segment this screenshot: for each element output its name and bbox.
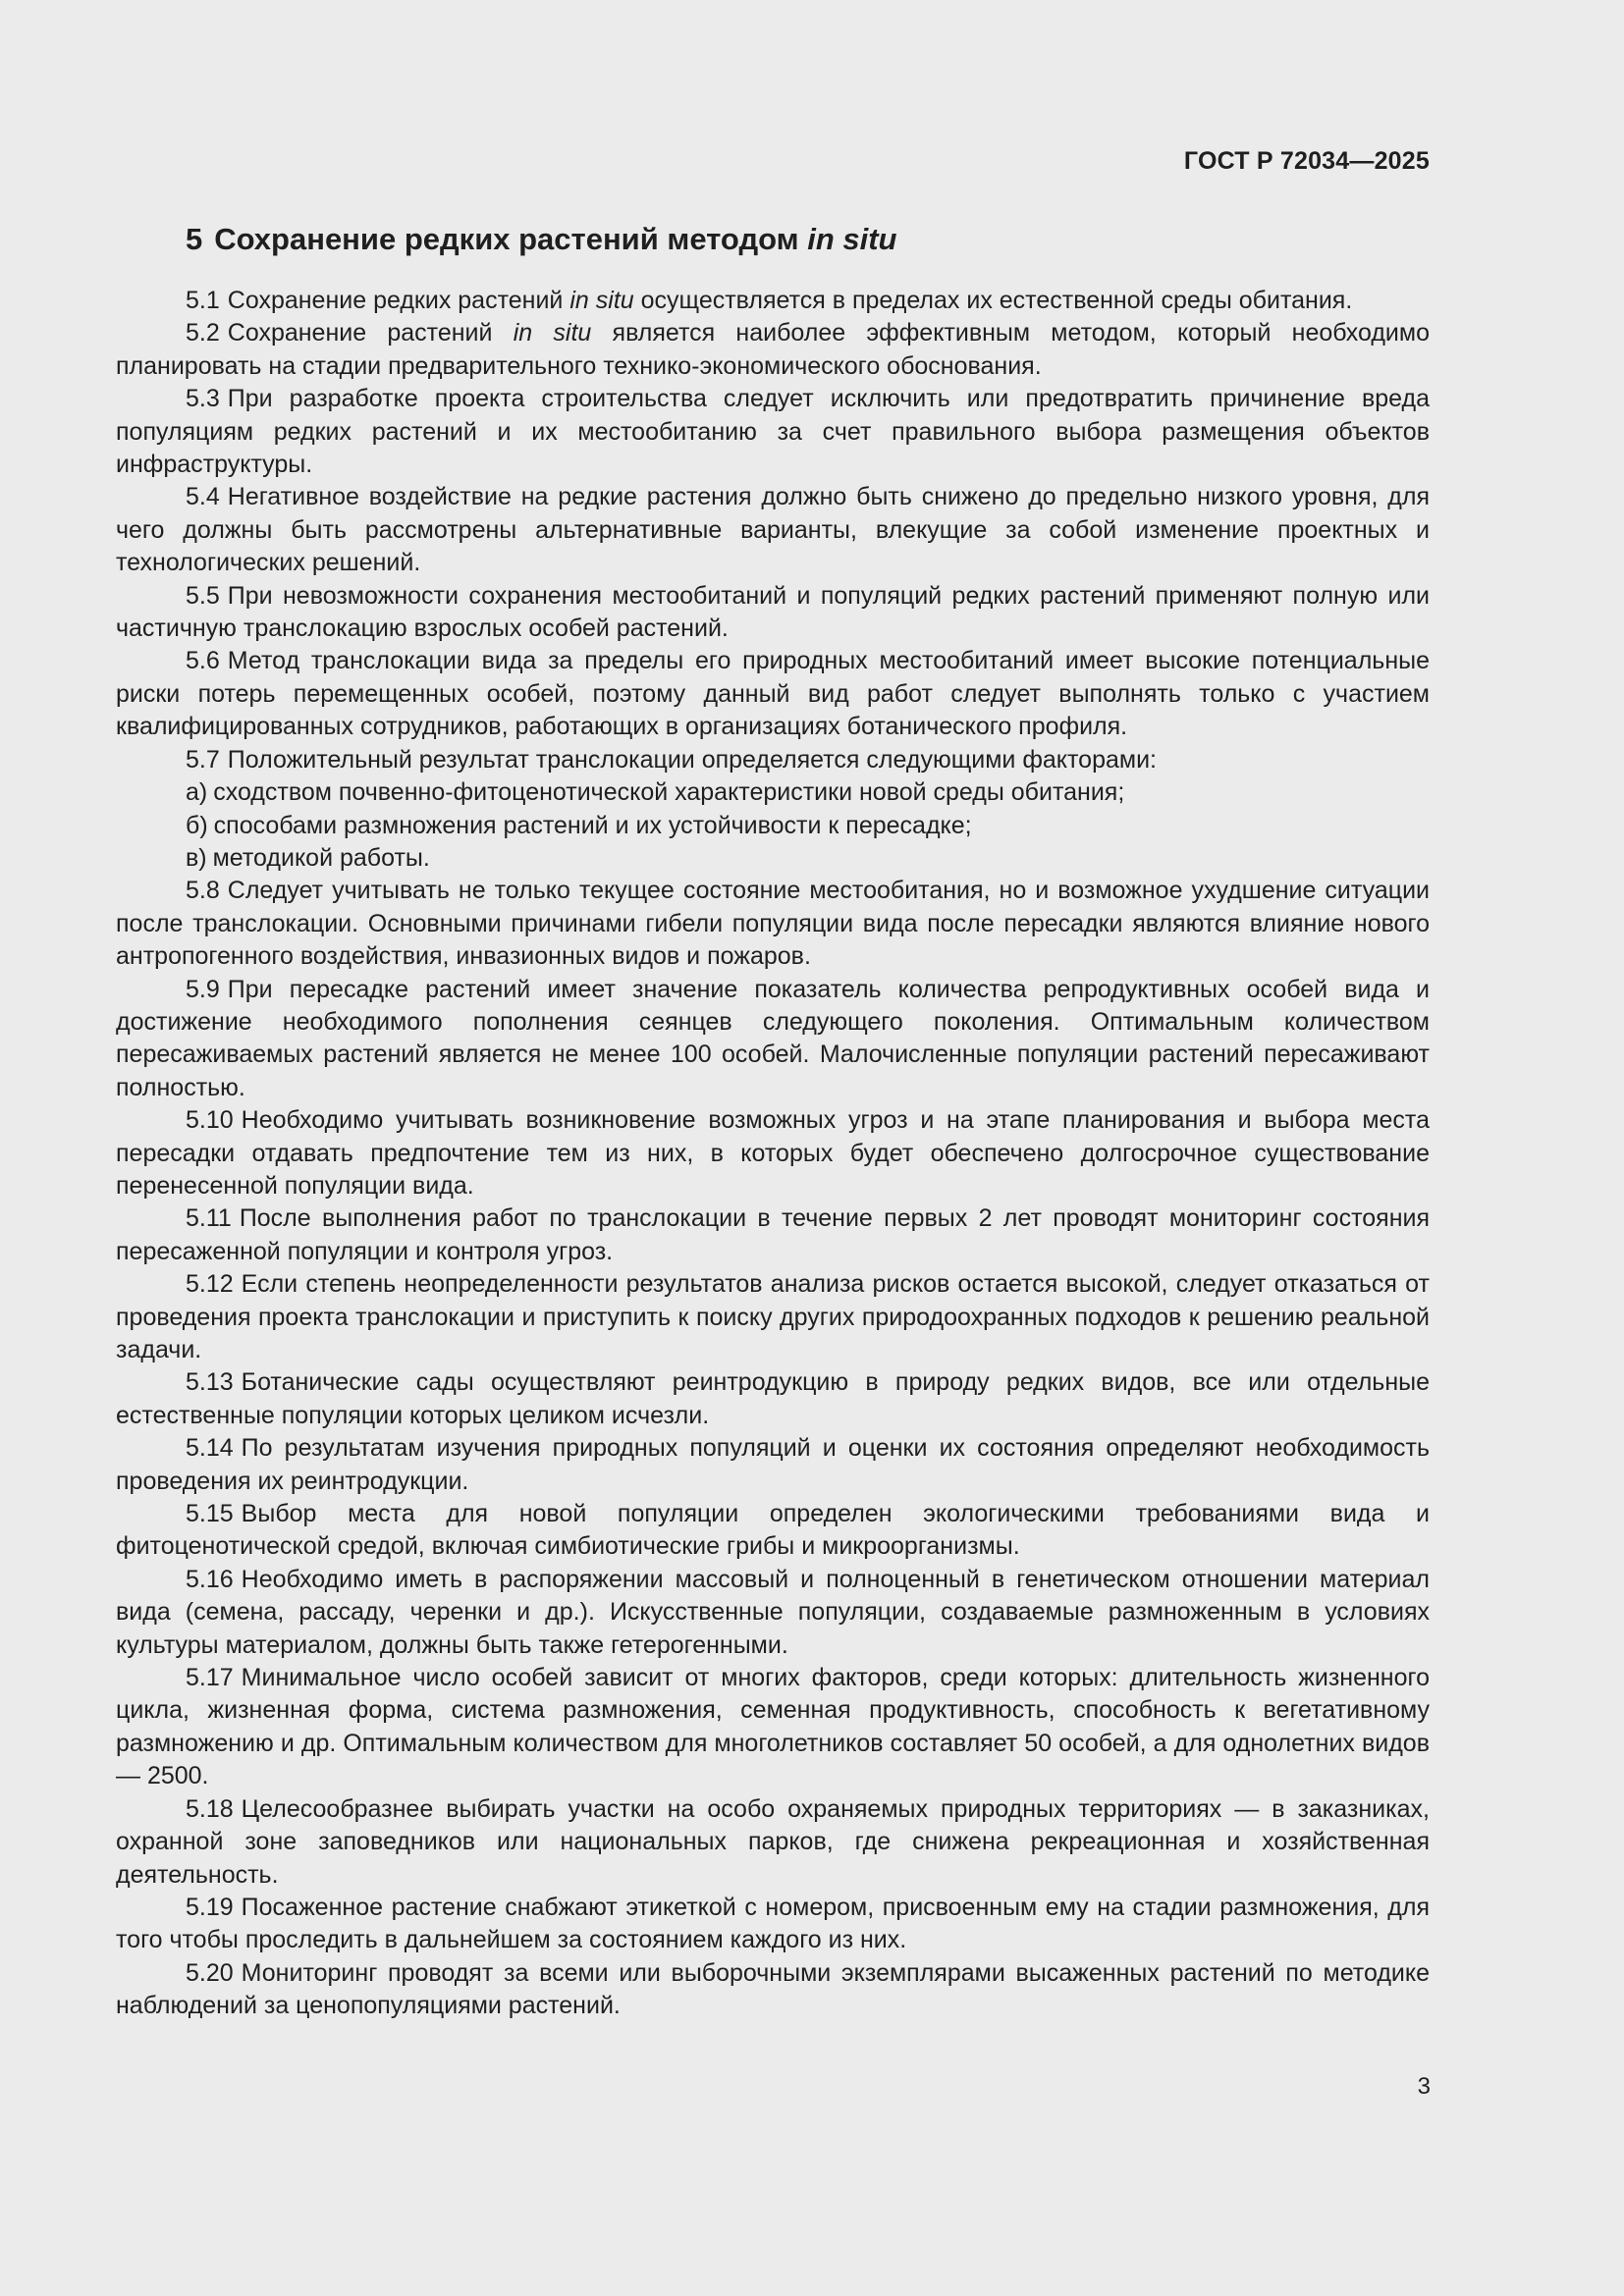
paragraph-text: Сохранение растений [227,319,493,347]
paragraph-italic: in situ [513,319,592,347]
paragraph-text: Положительный результат транслокации определяется следующими факторами: [227,745,1157,774]
paragraph-number: 5.20 [186,1958,234,1987]
list-item-text: способами размножения растений и их устойчивости к пересадке; [213,811,972,839]
paragraph-number: 5.11 [186,1204,232,1233]
paragraph [116,1892,1430,1957]
paragraph-number: 5.14 [186,1434,234,1463]
paragraph-text: Сохранение редких растений [227,287,564,314]
list-item [116,776,1430,809]
paragraph-text: Негативное воздействие на редкие растения должно быть снижено до предельно низкого уровня, для чего должны быть рассмотрены альтернативные варианты, влекущие за собой изменение проектных и технологических решений. [116,483,1430,577]
standard-code: ГОСТ Р 72034—2025 [1183,147,1430,175]
paragraph [116,383,1430,481]
paragraph [116,1432,1430,1498]
paragraph-number: 5.19 [186,1893,234,1921]
paragraph-text: Ботанические сады осуществляют реинтродукцию в природу редких видов, все или отдельные естественные популяции которых целиком исчезли. [116,1368,1430,1429]
paragraph [116,645,1430,743]
paragraph-number: 5.18 [186,1794,234,1823]
paragraph-text: При разработке проекта строительства следует исключить или предотвратить причинение вреда популяциям редких растений и их местообитанию за счет правильного выбора размещения объектов инфраструктуры. [116,385,1430,479]
paragraph [116,1793,1430,1892]
list-item [116,842,1430,875]
paragraph-text: При невозможности сохранения местообитаний и популяций редких растений применяют полную или частичную транслокацию взрослых особей растений. [116,581,1430,643]
paragraph-number: 5.16 [186,1565,234,1593]
paragraph [116,1104,1430,1202]
list-item-marker: б) [186,811,208,839]
paragraph-number: 5.9 [186,975,220,1003]
page-number: 3 [1417,2073,1431,2100]
paragraph-number: 5.12 [186,1270,234,1299]
paragraph [116,744,1430,776]
paragraph-text: является наиболее эффективным методом, который необходимо планировать на стадии предварительного технико-экономического обоснования. [116,319,1430,380]
paragraph [116,317,1430,383]
paragraph-number: 5.15 [186,1500,234,1528]
paragraph-number: 5.13 [186,1368,234,1397]
paragraph-text: Если степень неопределенности результатов анализа рисков остается высокой, следует отказаться от проведения проекта транслокации и приступить к поиску других природоохранных подходов к решению реальной задачи. [116,1270,1430,1363]
paragraph-number: 5.1 [186,287,220,314]
paragraph-text: Следует учитывать не только текущее состояние местообитания, но и возможное ухудшение ситуации после транслокации. Основными причинами гибели популяции вида после пересадки являются влияние нового антропогенного воздействия, инвазионных видов и пожаров. [116,877,1430,971]
paragraph [116,1662,1430,1793]
section-title-italic: in situ [807,222,897,256]
paragraph-number: 5.8 [186,877,220,905]
paragraph-text: Посаженное растение снабжают этикеткой с номером, присвоенным ему на стадии размножения, для того чтобы проследить в дальнейшем за состоянием каждого из них. [116,1893,1430,1954]
paragraph [116,1268,1430,1366]
paragraph [116,1202,1430,1268]
paragraph [116,285,1430,317]
paragraph-italic: in situ [569,287,634,314]
paragraph-number: 5.10 [186,1106,234,1135]
paragraph-text: По результатам изучения природных популяций и оценки их состояния определяют необходимость проведения их реинтродукции. [116,1434,1430,1495]
section-title-text: Сохранение редких растений методом [214,222,799,256]
paragraph-text: Мониторинг проводят за всеми или выборочными экземплярами высаженных растений по методике наблюдений за ценопопуляциями растений. [116,1958,1430,2020]
paragraph-text: При пересадке растений имеет значение показатель количества репродуктивных особей вида и достижение необходимого пополнения сеянцев следующего поколения. Оптимальным количеством пересаживаемых растений является не менее 100 особей. Малочисленные популяции растений пересаживают полностью. [116,975,1430,1101]
list-item-marker: в) [186,843,207,872]
paragraph [116,1564,1430,1662]
paragraph-text: осуществляется в пределах их естественной среды обитания. [640,287,1353,314]
paragraph-number: 5.17 [186,1664,234,1692]
list-item-text: методикой работы. [212,843,430,872]
paragraph [116,481,1430,579]
paragraph-text: Целесообразнее выбирать участки на особо охраняемых природных территориях — в заказниках, охранной зоне заповедников или национальных парков, где снижена рекреационная и хозяйственная деятельность. [116,1794,1430,1889]
paragraph-number: 5.2 [186,319,220,347]
paragraph [116,974,1430,1105]
paragraph [116,875,1430,973]
paragraph [116,1957,1430,2023]
section-number: 5 [186,222,203,256]
paragraph [116,580,1430,646]
paragraph-text: Минимальное число особей зависит от многих факторов, среди которых: длительность жизненного цикла, жизненная форма, система размножения, семенная продуктивность, способность к вегетативному размножению и др. Оптимальным количеством для многолетников составляет 50 особей, а для однолетних видов — 2500. [116,1664,1430,1790]
paragraph-text: Необходимо учитывать возникновение возможных угроз и на этапе планирования и выбора места пересадки отдавать предпочтение тем из них, в которых будет обеспечено долгосрочное существование перенесенной популяции вида. [116,1106,1430,1200]
section-title [186,222,897,257]
paragraph [116,1498,1430,1564]
paragraph-text: Выбор места для новой популяции определен экологическими требованиями вида и фитоценотической средой, включая симбиотические грибы и микроорганизмы. [116,1500,1430,1561]
list-item-marker: а) [186,778,208,807]
list-item [116,810,1430,842]
paragraph-number: 5.3 [186,385,220,413]
paragraph-number: 5.6 [186,647,220,675]
paragraph [116,1366,1430,1432]
paragraph-text: Необходимо иметь в распоряжении массовый и полноценный в генетическом отношении материал вида (семена, рассаду, черенки и др.). Искусственные популяции, создаваемые размноженным в условиях культуры материалом, должны быть также гетерогенными. [116,1565,1430,1659]
paragraph-text: Метод транслокации вида за пределы его природных местообитаний имеет высокие потенциальные риски потерь перемещенных особей, поэтому данный вид работ следует выполнять только с участием квалифицированных сотрудников, работающих в организациях ботанического профиля. [116,647,1430,741]
paragraph-number: 5.7 [186,745,220,774]
paragraph-text: После выполнения работ по транслокации в течение первых 2 лет проводят мониторинг состояния пересаженной популяции и контроля угроз. [116,1204,1430,1265]
paragraph-number: 5.4 [186,483,220,511]
paragraph-number: 5.5 [186,581,220,610]
list-item-text: сходством почвенно-фитоценотической характеристики новой среды обитания; [213,778,1125,807]
section-body [116,285,1430,2023]
